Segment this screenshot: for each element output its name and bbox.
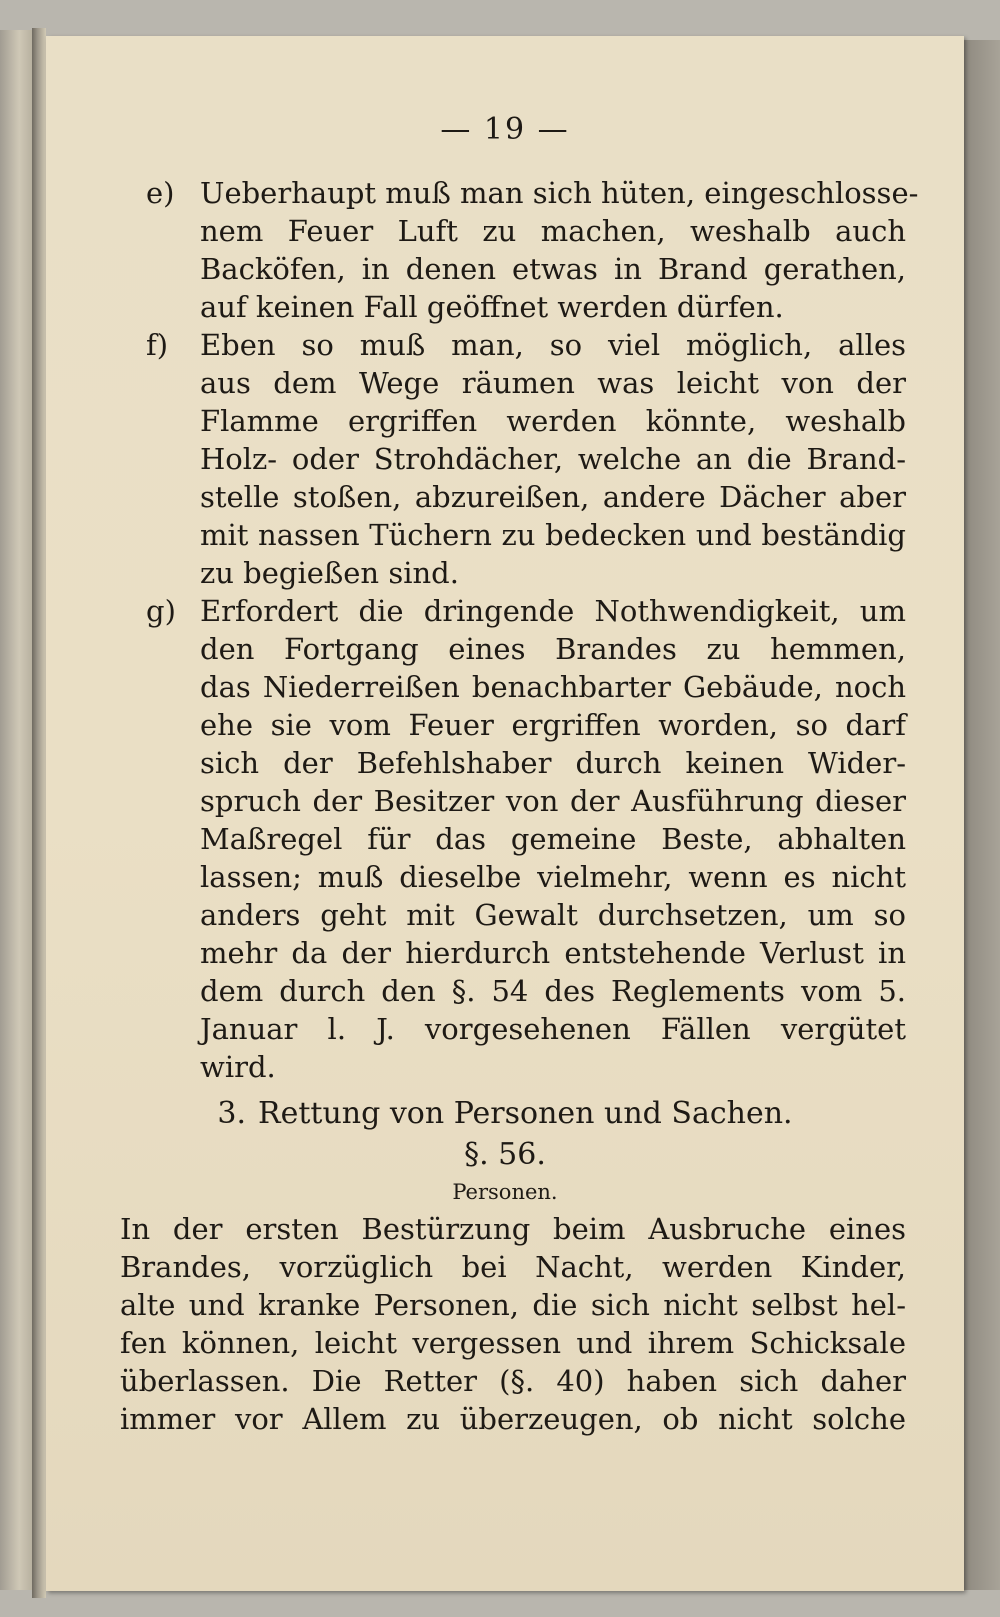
text-line: ehe sie vom Feuer ergriffen worden, so darf xyxy=(200,708,906,742)
text-line: alte und kranke Personen, die sich nicht selbst hel- xyxy=(120,1288,906,1322)
paragraph-number: §. 56. xyxy=(464,1137,546,1172)
item-marker-e: e) xyxy=(146,176,175,210)
text-line: auf keinen Fall geöffnet werden dürfen. xyxy=(200,290,784,324)
text-line: Maßregel für das gemeine Beste, abhalten xyxy=(200,822,906,856)
section-number: 3. xyxy=(217,1096,247,1131)
text-line: spruch der Besitzer von der Ausführung dieser xyxy=(200,784,906,818)
page-text xyxy=(46,36,964,1591)
text-line: mehr da der hierdurch entstehende Verlust in xyxy=(200,936,906,970)
text-line: Brandes, vorzüglich bei Nacht, werden Kinder, xyxy=(120,1250,906,1284)
text-line: lassen; muß dieselbe vielmehr, wenn es nicht xyxy=(200,860,906,894)
text-line: nem Feuer Luft zu machen, weshalb auch xyxy=(200,214,906,248)
facing-page-edge xyxy=(0,30,32,1590)
text-line: Eben so muß man, so viel möglich, alles xyxy=(200,328,906,362)
page-number: — 19 — xyxy=(440,112,570,147)
text-line: überlassen. Die Retter (§. 40) haben sich daher xyxy=(120,1364,906,1398)
text-line: In der ersten Bestürzung beim Ausbruche eines xyxy=(120,1212,906,1246)
text-line: Flamme ergriffen werden könnte, weshalb xyxy=(200,404,906,438)
section-heading xyxy=(46,1095,964,1133)
book-gutter xyxy=(32,28,46,1598)
text-line: Januar l. J. vorgesehenen Fällen vergütet xyxy=(200,1012,906,1046)
text-line: aus dem Wege räumen was leicht von der xyxy=(200,366,906,400)
text-line: sich der Befehlshaber durch keinen Wider- xyxy=(200,746,906,780)
section-title: Rettung von Personen und Sachen. xyxy=(258,1096,793,1131)
text-line: zu begießen sind. xyxy=(200,556,459,590)
text-line: Holz- oder Strohdächer, welche an die Brand- xyxy=(200,442,906,476)
text-line: mit nassen Tüchern zu bedecken und beständig xyxy=(200,518,906,552)
text-line: fen können, leicht vergessen und ihrem Schicksale xyxy=(120,1326,906,1360)
text-line: immer vor Allem zu überzeugen, ob nicht solche xyxy=(120,1402,906,1436)
text-line: anders geht mit Gewalt durchsetzen, um so xyxy=(200,898,906,932)
item-marker-f: f) xyxy=(146,328,169,362)
background-edge xyxy=(964,40,1000,1590)
item-marker-g: g) xyxy=(146,594,176,628)
text-line: das Niederreißen benachbarter Gebäude, noch xyxy=(200,670,906,704)
book-page xyxy=(46,36,964,1591)
text-line: dem durch den §. 54 des Reglements vom 5. xyxy=(200,974,906,1008)
paragraph-subtitle: Personen. xyxy=(452,1180,558,1204)
text-line: Ueberhaupt muß man sich hüten, eingeschlosse- xyxy=(200,176,919,210)
text-line: wird. xyxy=(200,1050,276,1084)
text-line: Erfordert die dringende Nothwendigkeit, um xyxy=(200,594,906,628)
text-line: den Fortgang eines Brandes zu hemmen, xyxy=(200,632,906,666)
text-line: Backöfen, in denen etwas in Brand gerathen, xyxy=(200,252,906,286)
text-line: stelle stoßen, abzureißen, andere Dächer aber xyxy=(200,480,906,514)
